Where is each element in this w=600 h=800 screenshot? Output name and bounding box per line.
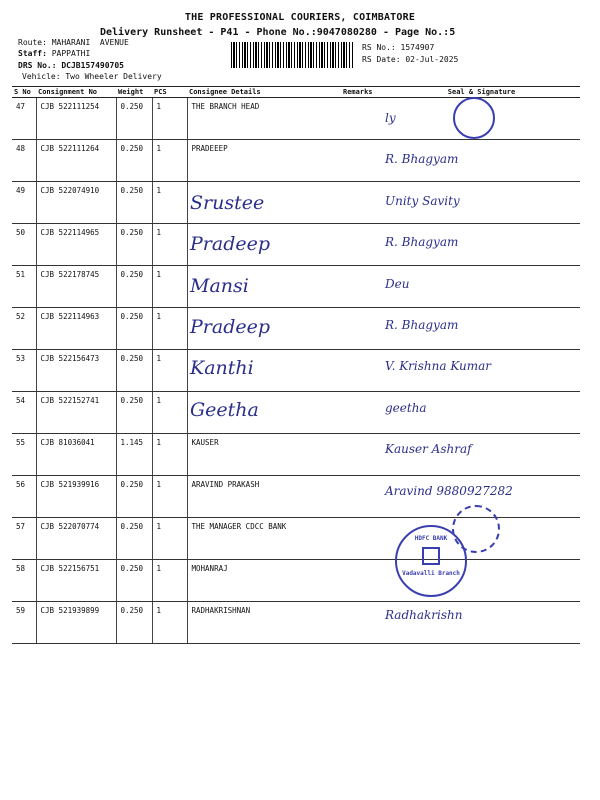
cell-remarks bbox=[341, 560, 383, 602]
rs-no-line bbox=[362, 43, 434, 52]
cell-consignment: CJB 522114965 bbox=[36, 224, 116, 266]
col-pcs: PCS bbox=[152, 87, 187, 98]
route-line bbox=[18, 38, 129, 47]
cell-sno: 52 bbox=[12, 308, 36, 350]
signature: R. Bhagyam bbox=[385, 318, 459, 332]
cell-weight: 0.250 bbox=[116, 308, 152, 350]
col-sign: Seal & Signature bbox=[383, 87, 580, 98]
cell-pcs: 1 bbox=[152, 224, 187, 266]
company-title: THE PROFESSIONAL COURIERS, COIMBATORE bbox=[184, 12, 416, 23]
cell-remarks bbox=[341, 308, 383, 350]
route-value: MAHARANI AVENUE bbox=[51, 38, 129, 47]
table-row bbox=[12, 392, 580, 434]
cell-consignment: CJB 522152741 bbox=[36, 392, 116, 434]
signature: geetha bbox=[385, 400, 427, 415]
drs-line bbox=[18, 61, 124, 70]
cell-consignment: CJB 521939916 bbox=[36, 476, 116, 518]
cell-consignment: CJB 522178745 bbox=[36, 266, 116, 308]
cell-weight: 0.250 bbox=[116, 476, 152, 518]
vehicle-line bbox=[22, 72, 162, 81]
table-row bbox=[12, 182, 580, 224]
col-remarks: Remarks bbox=[341, 87, 383, 98]
cell-pcs: 1 bbox=[152, 308, 187, 350]
signature: ly bbox=[385, 111, 396, 125]
cell-remarks bbox=[341, 476, 383, 518]
signature: Radhakrishn bbox=[385, 607, 463, 622]
staff-line bbox=[18, 49, 90, 58]
signature: V. Krishna Kumar bbox=[385, 359, 492, 374]
cell-consignment: CJB 522111254 bbox=[36, 98, 116, 140]
col-consignment: Consignment No bbox=[36, 87, 116, 98]
cell-consignment: CJB 521939899 bbox=[36, 602, 116, 644]
bank-stamp-secondary bbox=[452, 505, 500, 553]
drs-value: DCJB157490705 bbox=[61, 61, 124, 70]
cell-remarks bbox=[341, 182, 383, 224]
runsheet-table bbox=[12, 86, 580, 644]
cell-sno: 48 bbox=[12, 140, 36, 182]
signature: Unity Savity bbox=[385, 193, 460, 208]
staff-label: Staff: bbox=[18, 49, 47, 58]
rs-no-value: 1574907 bbox=[400, 43, 435, 52]
cell-sno: 54 bbox=[12, 392, 36, 434]
cell-weight: 0.250 bbox=[116, 224, 152, 266]
bank-logo-icon bbox=[422, 547, 440, 565]
cell-weight: 0.250 bbox=[116, 182, 152, 224]
vehicle-value: Two Wheeler Delivery bbox=[65, 72, 162, 81]
cell-consignee: RADHAKRISHNAN bbox=[187, 602, 341, 644]
cell-sno: 47 bbox=[12, 98, 36, 140]
staff-value: PAPPATHI bbox=[51, 49, 91, 58]
cell-consignee: KAUSER bbox=[187, 434, 341, 476]
rs-date-label: RS Date: bbox=[362, 55, 401, 64]
handwritten-consignee: Geetha bbox=[190, 398, 259, 421]
table-row bbox=[12, 266, 580, 308]
cell-pcs: 1 bbox=[152, 476, 187, 518]
cell-weight: 0.250 bbox=[116, 98, 152, 140]
cell-remarks bbox=[341, 224, 383, 266]
cell-sno: 50 bbox=[12, 224, 36, 266]
cell-consignee: THE BRANCH HEAD bbox=[187, 98, 341, 140]
route-label: Route: bbox=[18, 38, 47, 47]
cell-sign bbox=[383, 266, 580, 308]
cell-consignment: CJB 522074910 bbox=[36, 182, 116, 224]
cell-pcs: 1 bbox=[152, 182, 187, 224]
cell-consignment: CJB 522156473 bbox=[36, 350, 116, 392]
cell-remarks bbox=[341, 518, 383, 560]
signature: Deu bbox=[385, 276, 410, 291]
cell-consignment: CJB 522111264 bbox=[36, 140, 116, 182]
cell-sno: 58 bbox=[12, 560, 36, 602]
col-consignee: Consignee Details bbox=[187, 87, 341, 98]
table-row bbox=[12, 560, 580, 602]
table-row bbox=[12, 308, 580, 350]
cell-sno: 53 bbox=[12, 350, 36, 392]
cell-pcs: 1 bbox=[152, 98, 187, 140]
cell-weight: 1.145 bbox=[116, 434, 152, 476]
cell-sno: 55 bbox=[12, 434, 36, 476]
table-row bbox=[12, 602, 580, 644]
cell-consignment: CJB 522156751 bbox=[36, 560, 116, 602]
cell-remarks bbox=[341, 266, 383, 308]
cell-pcs: 1 bbox=[152, 140, 187, 182]
cell-weight: 0.250 bbox=[116, 560, 152, 602]
table-row bbox=[12, 350, 580, 392]
signature: Aravind 9880927282 bbox=[385, 483, 513, 498]
cell-consignee: ARAVIND PRAKASH bbox=[187, 476, 341, 518]
handwritten-consignee: Kanthi bbox=[190, 357, 254, 380]
cell-remarks bbox=[341, 392, 383, 434]
stamp-bank-name: HDFC BANK bbox=[414, 535, 448, 542]
cell-remarks bbox=[341, 140, 383, 182]
rs-date-line bbox=[362, 55, 458, 64]
cell-remarks bbox=[341, 602, 383, 644]
cell-sno: 51 bbox=[12, 266, 36, 308]
cell-remarks bbox=[341, 98, 383, 140]
stamp-branch: Vadavalli Branch bbox=[402, 570, 460, 577]
col-sno: S No bbox=[12, 87, 36, 98]
cell-pcs: 1 bbox=[152, 392, 187, 434]
cell-weight: 0.250 bbox=[116, 392, 152, 434]
handwritten-consignee: Pradeep bbox=[190, 233, 271, 256]
cell-consignment: CJB 522070774 bbox=[36, 518, 116, 560]
handwritten-consignee: Srustee bbox=[190, 191, 265, 214]
drs-label: DRS No.: bbox=[18, 61, 57, 70]
cell-pcs: 1 bbox=[152, 560, 187, 602]
cell-consignee: MOHANRAJ bbox=[187, 560, 341, 602]
signature: R. Bhagyam bbox=[385, 152, 459, 167]
vehicle-label: Vehicle: bbox=[22, 72, 61, 81]
barcode bbox=[231, 42, 353, 68]
cell-remarks bbox=[341, 434, 383, 476]
cell-weight: 0.250 bbox=[116, 140, 152, 182]
cell-pcs: 1 bbox=[152, 602, 187, 644]
cell-pcs: 1 bbox=[152, 434, 187, 476]
handwritten-consignee: Pradeep bbox=[190, 316, 271, 338]
cell-weight: 0.250 bbox=[116, 602, 152, 644]
cell-sno: 59 bbox=[12, 602, 36, 644]
table-row bbox=[12, 140, 580, 182]
rs-no-label: RS No.: bbox=[362, 43, 396, 52]
signature: R. Bhagyam bbox=[385, 235, 459, 250]
col-weight: Weight bbox=[116, 87, 152, 98]
signature: Kauser Ashraf bbox=[385, 442, 472, 457]
table-header bbox=[12, 87, 580, 98]
runsheet-subtitle: Delivery Runsheet - P41 - Phone No.:9047080280 - Page No.:5 bbox=[100, 27, 456, 38]
rs-date-value: 02-Jul-2025 bbox=[405, 55, 459, 64]
cell-weight: 0.250 bbox=[116, 266, 152, 308]
cell-pcs: 1 bbox=[152, 266, 187, 308]
cell-sno: 49 bbox=[12, 182, 36, 224]
handwritten-consignee: Mansi bbox=[190, 274, 249, 297]
table-row bbox=[12, 434, 580, 476]
cell-weight: 0.250 bbox=[116, 518, 152, 560]
table-row bbox=[12, 224, 580, 266]
cell-sno: 57 bbox=[12, 518, 36, 560]
cell-sno: 56 bbox=[12, 476, 36, 518]
seal-stamp bbox=[453, 97, 495, 139]
cell-pcs: 1 bbox=[152, 350, 187, 392]
cell-pcs: 1 bbox=[152, 518, 187, 560]
cell-weight: 0.250 bbox=[116, 350, 152, 392]
cell-remarks bbox=[341, 350, 383, 392]
cell-consignee: PRADEEEP bbox=[187, 140, 341, 182]
cell-consignment: CJB 81036041 bbox=[36, 434, 116, 476]
cell-consignee: THE MANAGER CDCC BANK bbox=[187, 518, 341, 560]
cell-consignment: CJB 522114963 bbox=[36, 308, 116, 350]
